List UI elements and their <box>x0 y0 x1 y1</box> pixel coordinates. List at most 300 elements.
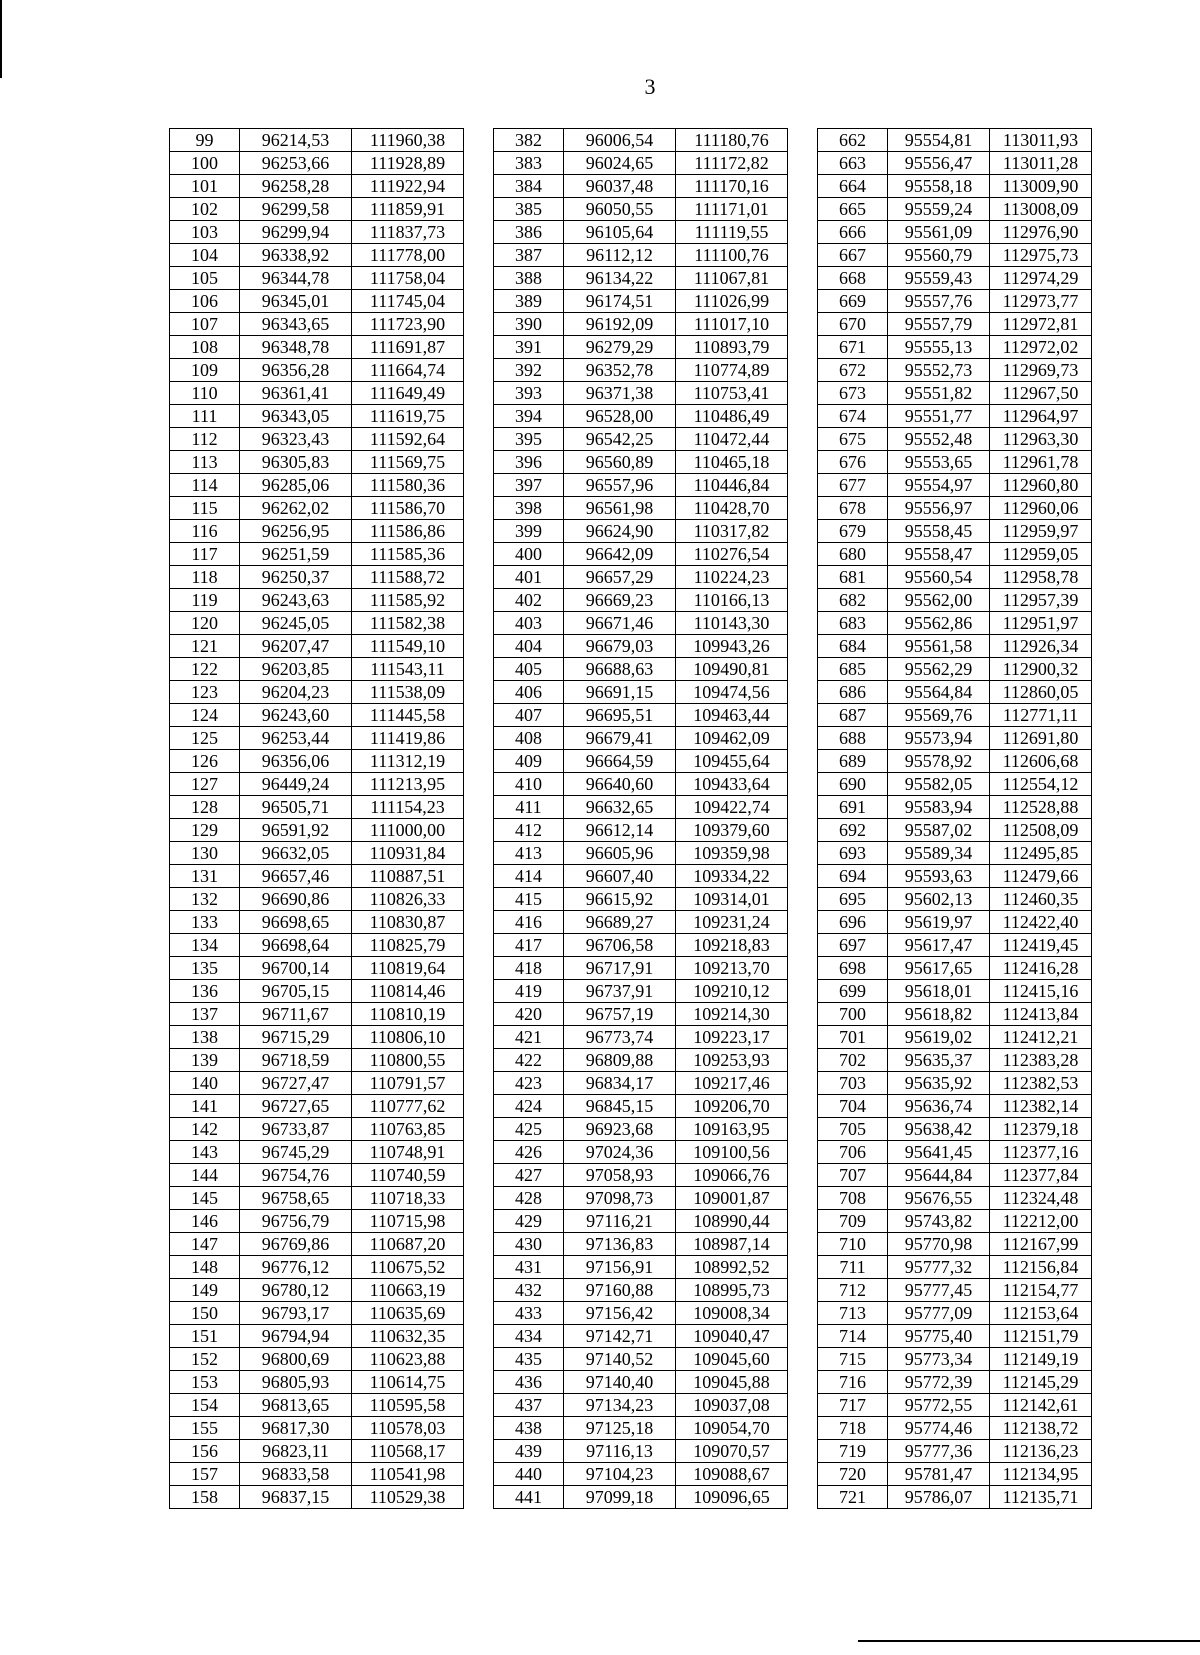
y-coordinate-cell: 110578,03 <box>352 1417 464 1440</box>
column-group-gap <box>788 1394 818 1417</box>
column-group-gap <box>788 1486 818 1509</box>
point-number-cell: 683 <box>818 612 888 635</box>
y-coordinate-cell: 112606,68 <box>990 750 1092 773</box>
x-coordinate-cell: 96657,46 <box>240 865 352 888</box>
y-coordinate-cell: 112149,19 <box>990 1348 1092 1371</box>
point-number-cell: 404 <box>494 635 564 658</box>
point-number-cell: 429 <box>494 1210 564 1233</box>
column-group-gap <box>464 796 494 819</box>
point-number-cell: 107 <box>170 313 240 336</box>
column-group-gap <box>788 1325 818 1348</box>
x-coordinate-cell: 96279,29 <box>564 336 676 359</box>
x-coordinate-cell: 96664,59 <box>564 750 676 773</box>
x-coordinate-cell: 95551,77 <box>888 405 990 428</box>
column-group-gap <box>464 911 494 934</box>
y-coordinate-cell: 110623,88 <box>352 1348 464 1371</box>
x-coordinate-cell: 96050,55 <box>564 198 676 221</box>
point-number-cell: 101 <box>170 175 240 198</box>
x-coordinate-cell: 95641,45 <box>888 1141 990 1164</box>
table-row <box>170 1440 1092 1463</box>
x-coordinate-cell: 97140,52 <box>564 1348 676 1371</box>
point-number-cell: 699 <box>818 980 888 1003</box>
point-number-cell: 130 <box>170 842 240 865</box>
point-number-cell: 703 <box>818 1072 888 1095</box>
y-coordinate-cell: 109206,70 <box>676 1095 788 1118</box>
column-group-gap <box>788 1371 818 1394</box>
x-coordinate-cell: 96560,89 <box>564 451 676 474</box>
column-group-gap <box>464 1371 494 1394</box>
y-coordinate-cell: 110166,13 <box>676 589 788 612</box>
column-group-gap <box>464 244 494 267</box>
x-coordinate-cell: 96817,30 <box>240 1417 352 1440</box>
point-number-cell: 151 <box>170 1325 240 1348</box>
point-number-cell: 671 <box>818 336 888 359</box>
column-group-gap <box>788 1003 818 1026</box>
table-row <box>170 244 1092 267</box>
y-coordinate-cell: 112156,84 <box>990 1256 1092 1279</box>
x-coordinate-cell: 96695,51 <box>564 704 676 727</box>
point-number-cell: 128 <box>170 796 240 819</box>
point-number-cell: 144 <box>170 1164 240 1187</box>
y-coordinate-cell: 112379,18 <box>990 1118 1092 1141</box>
y-coordinate-cell: 112972,02 <box>990 336 1092 359</box>
column-group-gap <box>788 796 818 819</box>
y-coordinate-cell: 112973,77 <box>990 290 1092 313</box>
y-coordinate-cell: 109096,65 <box>676 1486 788 1509</box>
point-number-cell: 129 <box>170 819 240 842</box>
x-coordinate-cell: 95562,00 <box>888 589 990 612</box>
x-coordinate-cell: 95573,94 <box>888 727 990 750</box>
point-number-cell: 423 <box>494 1072 564 1095</box>
column-group-gap <box>788 1417 818 1440</box>
point-number-cell: 145 <box>170 1187 240 1210</box>
column-group-gap <box>464 382 494 405</box>
x-coordinate-cell: 96757,19 <box>564 1003 676 1026</box>
column-group-gap <box>464 842 494 865</box>
x-coordinate-cell: 96679,03 <box>564 635 676 658</box>
x-coordinate-cell: 95559,43 <box>888 267 990 290</box>
x-coordinate-cell: 97116,21 <box>564 1210 676 1233</box>
coordinates-table <box>169 128 1092 1509</box>
x-coordinate-cell: 95770,98 <box>888 1233 990 1256</box>
x-coordinate-cell: 95556,97 <box>888 497 990 520</box>
y-coordinate-cell: 110143,30 <box>676 612 788 635</box>
y-coordinate-cell: 111928,89 <box>352 152 464 175</box>
x-coordinate-cell: 97134,23 <box>564 1394 676 1417</box>
x-coordinate-cell: 96204,23 <box>240 681 352 704</box>
y-coordinate-cell: 113009,90 <box>990 175 1092 198</box>
y-coordinate-cell: 112415,16 <box>990 980 1092 1003</box>
x-coordinate-cell: 96727,65 <box>240 1095 352 1118</box>
column-group-gap <box>464 336 494 359</box>
column-group-gap <box>788 543 818 566</box>
x-coordinate-cell: 96642,09 <box>564 543 676 566</box>
point-number-cell: 690 <box>818 773 888 796</box>
table-row <box>170 129 1092 152</box>
x-coordinate-cell: 96338,92 <box>240 244 352 267</box>
point-number-cell: 427 <box>494 1164 564 1187</box>
x-coordinate-cell: 96371,38 <box>564 382 676 405</box>
x-coordinate-cell: 96780,12 <box>240 1279 352 1302</box>
column-group-gap <box>464 313 494 336</box>
column-group-gap <box>464 152 494 175</box>
point-number-cell: 142 <box>170 1118 240 1141</box>
x-coordinate-cell: 95561,09 <box>888 221 990 244</box>
point-number-cell: 105 <box>170 267 240 290</box>
x-coordinate-cell: 96528,00 <box>564 405 676 428</box>
x-coordinate-cell: 96745,29 <box>240 1141 352 1164</box>
column-group-gap <box>464 1095 494 1118</box>
point-number-cell: 102 <box>170 198 240 221</box>
table-row <box>170 1486 1092 1509</box>
point-number-cell: 108 <box>170 336 240 359</box>
y-coordinate-cell: 112145,29 <box>990 1371 1092 1394</box>
y-coordinate-cell: 112969,73 <box>990 359 1092 382</box>
x-coordinate-cell: 95619,97 <box>888 911 990 934</box>
column-group-gap <box>464 451 494 474</box>
y-coordinate-cell: 112377,16 <box>990 1141 1092 1164</box>
x-coordinate-cell: 96727,47 <box>240 1072 352 1095</box>
x-coordinate-cell: 96192,09 <box>564 313 676 336</box>
table-row <box>170 635 1092 658</box>
y-coordinate-cell: 109379,60 <box>676 819 788 842</box>
table-row <box>170 1394 1092 1417</box>
point-number-cell: 434 <box>494 1325 564 1348</box>
x-coordinate-cell: 96711,67 <box>240 1003 352 1026</box>
column-group-gap <box>464 1118 494 1141</box>
point-number-cell: 689 <box>818 750 888 773</box>
x-coordinate-cell: 95772,39 <box>888 1371 990 1394</box>
y-coordinate-cell: 109045,60 <box>676 1348 788 1371</box>
column-group-gap <box>788 267 818 290</box>
x-coordinate-cell: 96632,65 <box>564 796 676 819</box>
point-number-cell: 405 <box>494 658 564 681</box>
column-group-gap <box>788 911 818 934</box>
point-number-cell: 99 <box>170 129 240 152</box>
x-coordinate-cell: 95743,82 <box>888 1210 990 1233</box>
y-coordinate-cell: 110715,98 <box>352 1210 464 1233</box>
x-coordinate-cell: 96800,69 <box>240 1348 352 1371</box>
point-number-cell: 113 <box>170 451 240 474</box>
y-coordinate-cell: 110486,49 <box>676 405 788 428</box>
table-row <box>170 1348 1092 1371</box>
column-group-gap <box>788 957 818 980</box>
bottom-rule <box>858 1640 1200 1642</box>
y-coordinate-cell: 111585,36 <box>352 543 464 566</box>
point-number-cell: 119 <box>170 589 240 612</box>
column-group-gap <box>788 152 818 175</box>
y-coordinate-cell: 110317,82 <box>676 520 788 543</box>
table-row <box>170 1003 1092 1026</box>
x-coordinate-cell: 95617,65 <box>888 957 990 980</box>
column-group-gap <box>788 129 818 152</box>
point-number-cell: 111 <box>170 405 240 428</box>
y-coordinate-cell: 112422,40 <box>990 911 1092 934</box>
point-number-cell: 139 <box>170 1049 240 1072</box>
y-coordinate-cell: 109433,64 <box>676 773 788 796</box>
point-number-cell: 417 <box>494 934 564 957</box>
y-coordinate-cell: 110753,41 <box>676 382 788 405</box>
x-coordinate-cell: 97104,23 <box>564 1463 676 1486</box>
y-coordinate-cell: 109462,09 <box>676 727 788 750</box>
x-coordinate-cell: 95786,07 <box>888 1486 990 1509</box>
table-row <box>170 566 1092 589</box>
y-coordinate-cell: 109088,67 <box>676 1463 788 1486</box>
y-coordinate-cell: 112961,78 <box>990 451 1092 474</box>
y-coordinate-cell: 113011,93 <box>990 129 1092 152</box>
point-number-cell: 387 <box>494 244 564 267</box>
x-coordinate-cell: 95553,65 <box>888 451 990 474</box>
point-number-cell: 700 <box>818 1003 888 1026</box>
x-coordinate-cell: 96037,48 <box>564 175 676 198</box>
y-coordinate-cell: 111586,86 <box>352 520 464 543</box>
point-number-cell: 696 <box>818 911 888 934</box>
table-row <box>170 1371 1092 1394</box>
column-group-gap <box>464 865 494 888</box>
y-coordinate-cell: 109066,76 <box>676 1164 788 1187</box>
table-row <box>170 681 1092 704</box>
table-row <box>170 1417 1092 1440</box>
y-coordinate-cell: 110632,35 <box>352 1325 464 1348</box>
y-coordinate-cell: 112383,28 <box>990 1049 1092 1072</box>
point-number-cell: 135 <box>170 957 240 980</box>
table-row <box>170 773 1092 796</box>
point-number-cell: 122 <box>170 658 240 681</box>
table-row <box>170 934 1092 957</box>
table-row <box>170 451 1092 474</box>
point-number-cell: 428 <box>494 1187 564 1210</box>
point-number-cell: 415 <box>494 888 564 911</box>
point-number-cell: 397 <box>494 474 564 497</box>
y-coordinate-cell: 110687,20 <box>352 1233 464 1256</box>
y-coordinate-cell: 109045,88 <box>676 1371 788 1394</box>
point-number-cell: 668 <box>818 267 888 290</box>
x-coordinate-cell: 96134,22 <box>564 267 676 290</box>
y-coordinate-cell: 111213,95 <box>352 773 464 796</box>
y-coordinate-cell: 109214,30 <box>676 1003 788 1026</box>
point-number-cell: 120 <box>170 612 240 635</box>
y-coordinate-cell: 110541,98 <box>352 1463 464 1486</box>
column-group-gap <box>788 750 818 773</box>
point-number-cell: 678 <box>818 497 888 520</box>
point-number-cell: 127 <box>170 773 240 796</box>
point-number-cell: 679 <box>818 520 888 543</box>
y-coordinate-cell: 110718,33 <box>352 1187 464 1210</box>
point-number-cell: 418 <box>494 957 564 980</box>
x-coordinate-cell: 96813,65 <box>240 1394 352 1417</box>
left-margin-rule <box>0 0 2 78</box>
point-number-cell: 716 <box>818 1371 888 1394</box>
column-group-gap <box>464 1440 494 1463</box>
point-number-cell: 109 <box>170 359 240 382</box>
point-number-cell: 383 <box>494 152 564 175</box>
x-coordinate-cell: 95551,82 <box>888 382 990 405</box>
x-coordinate-cell: 96203,85 <box>240 658 352 681</box>
column-group-gap <box>788 1463 818 1486</box>
x-coordinate-cell: 96348,78 <box>240 336 352 359</box>
x-coordinate-cell: 97140,40 <box>564 1371 676 1394</box>
point-number-cell: 395 <box>494 428 564 451</box>
x-coordinate-cell: 95562,29 <box>888 658 990 681</box>
table-row <box>170 198 1092 221</box>
column-group-gap <box>464 1463 494 1486</box>
column-group-gap <box>464 267 494 290</box>
y-coordinate-cell: 111745,04 <box>352 290 464 313</box>
y-coordinate-cell: 111619,75 <box>352 405 464 428</box>
point-number-cell: 400 <box>494 543 564 566</box>
point-number-cell: 409 <box>494 750 564 773</box>
y-coordinate-cell: 109422,74 <box>676 796 788 819</box>
point-number-cell: 433 <box>494 1302 564 1325</box>
y-coordinate-cell: 111592,64 <box>352 428 464 451</box>
x-coordinate-cell: 95587,02 <box>888 819 990 842</box>
table-row <box>170 1164 1092 1187</box>
point-number-cell: 672 <box>818 359 888 382</box>
table-row <box>170 428 1092 451</box>
y-coordinate-cell: 112974,29 <box>990 267 1092 290</box>
y-coordinate-cell: 111649,49 <box>352 382 464 405</box>
point-number-cell: 431 <box>494 1256 564 1279</box>
x-coordinate-cell: 95636,74 <box>888 1095 990 1118</box>
column-group-gap <box>788 497 818 520</box>
x-coordinate-cell: 96345,01 <box>240 290 352 313</box>
y-coordinate-cell: 113011,28 <box>990 152 1092 175</box>
point-number-cell: 676 <box>818 451 888 474</box>
y-coordinate-cell: 111569,75 <box>352 451 464 474</box>
y-coordinate-cell: 112138,72 <box>990 1417 1092 1440</box>
point-number-cell: 154 <box>170 1394 240 1417</box>
y-coordinate-cell: 109253,93 <box>676 1049 788 1072</box>
column-group-gap <box>788 1233 818 1256</box>
y-coordinate-cell: 112528,88 <box>990 796 1092 819</box>
column-group-gap <box>464 1072 494 1095</box>
column-group-gap <box>464 658 494 681</box>
y-coordinate-cell: 112964,97 <box>990 405 1092 428</box>
point-number-cell: 134 <box>170 934 240 957</box>
table-row <box>170 1118 1092 1141</box>
column-group-gap <box>464 290 494 313</box>
x-coordinate-cell: 96717,91 <box>564 957 676 980</box>
point-number-cell: 674 <box>818 405 888 428</box>
x-coordinate-cell: 96356,28 <box>240 359 352 382</box>
column-group-gap <box>464 175 494 198</box>
y-coordinate-cell: 112135,71 <box>990 1486 1092 1509</box>
column-group-gap <box>464 750 494 773</box>
y-coordinate-cell: 110276,54 <box>676 543 788 566</box>
column-group-gap <box>464 221 494 244</box>
y-coordinate-cell: 108990,44 <box>676 1210 788 1233</box>
y-coordinate-cell: 110819,64 <box>352 957 464 980</box>
column-group-gap <box>788 842 818 865</box>
x-coordinate-cell: 96809,88 <box>564 1049 676 1072</box>
y-coordinate-cell: 111170,16 <box>676 175 788 198</box>
column-group-gap <box>464 980 494 1003</box>
x-coordinate-cell: 95564,84 <box>888 681 990 704</box>
y-coordinate-cell: 112960,06 <box>990 497 1092 520</box>
point-number-cell: 420 <box>494 1003 564 1026</box>
y-coordinate-cell: 111664,74 <box>352 359 464 382</box>
point-number-cell: 669 <box>818 290 888 313</box>
column-group-gap <box>788 221 818 244</box>
x-coordinate-cell: 96250,37 <box>240 566 352 589</box>
column-group-gap <box>464 198 494 221</box>
y-coordinate-cell: 109359,98 <box>676 842 788 865</box>
point-number-cell: 701 <box>818 1026 888 1049</box>
y-coordinate-cell: 111758,04 <box>352 267 464 290</box>
point-number-cell: 681 <box>818 566 888 589</box>
x-coordinate-cell: 96756,79 <box>240 1210 352 1233</box>
table-row <box>170 957 1092 980</box>
y-coordinate-cell: 112508,09 <box>990 819 1092 842</box>
y-coordinate-cell: 112959,05 <box>990 543 1092 566</box>
table-row <box>170 1187 1092 1210</box>
point-number-cell: 403 <box>494 612 564 635</box>
column-group-gap <box>788 405 818 428</box>
column-group-gap <box>788 1302 818 1325</box>
y-coordinate-cell: 109218,83 <box>676 934 788 957</box>
column-group-gap <box>788 336 818 359</box>
column-group-gap <box>788 865 818 888</box>
point-number-cell: 146 <box>170 1210 240 1233</box>
point-number-cell: 150 <box>170 1302 240 1325</box>
x-coordinate-cell: 96640,60 <box>564 773 676 796</box>
column-group-gap <box>464 934 494 957</box>
y-coordinate-cell: 109210,12 <box>676 980 788 1003</box>
x-coordinate-cell: 95777,45 <box>888 1279 990 1302</box>
point-number-cell: 402 <box>494 589 564 612</box>
point-number-cell: 712 <box>818 1279 888 1302</box>
point-number-cell: 702 <box>818 1049 888 1072</box>
x-coordinate-cell: 96256,95 <box>240 520 352 543</box>
column-group-gap <box>788 888 818 911</box>
column-group-gap <box>464 405 494 428</box>
y-coordinate-cell: 111549,10 <box>352 635 464 658</box>
point-number-cell: 410 <box>494 773 564 796</box>
x-coordinate-cell: 96615,92 <box>564 888 676 911</box>
y-coordinate-cell: 112967,50 <box>990 382 1092 405</box>
x-coordinate-cell: 96669,23 <box>564 589 676 612</box>
column-group-gap <box>464 612 494 635</box>
y-coordinate-cell: 112963,30 <box>990 428 1092 451</box>
column-group-gap <box>788 1279 818 1302</box>
table-row <box>170 1256 1092 1279</box>
x-coordinate-cell: 95559,24 <box>888 198 990 221</box>
point-number-cell: 391 <box>494 336 564 359</box>
point-number-cell: 717 <box>818 1394 888 1417</box>
x-coordinate-cell: 95583,94 <box>888 796 990 819</box>
point-number-cell: 421 <box>494 1026 564 1049</box>
x-coordinate-cell: 96105,64 <box>564 221 676 244</box>
y-coordinate-cell: 109213,70 <box>676 957 788 980</box>
x-coordinate-cell: 97160,88 <box>564 1279 676 1302</box>
x-coordinate-cell: 96591,92 <box>240 819 352 842</box>
y-coordinate-cell: 111588,72 <box>352 566 464 589</box>
column-group-gap <box>788 520 818 543</box>
x-coordinate-cell: 96245,05 <box>240 612 352 635</box>
point-number-cell: 422 <box>494 1049 564 1072</box>
point-number-cell: 432 <box>494 1279 564 1302</box>
column-group-gap <box>464 1141 494 1164</box>
point-number-cell: 692 <box>818 819 888 842</box>
y-coordinate-cell: 112900,32 <box>990 658 1092 681</box>
x-coordinate-cell: 96006,54 <box>564 129 676 152</box>
point-number-cell: 686 <box>818 681 888 704</box>
y-coordinate-cell: 109334,22 <box>676 865 788 888</box>
x-coordinate-cell: 97098,73 <box>564 1187 676 1210</box>
x-coordinate-cell: 95558,47 <box>888 543 990 566</box>
y-coordinate-cell: 111723,90 <box>352 313 464 336</box>
point-number-cell: 116 <box>170 520 240 543</box>
